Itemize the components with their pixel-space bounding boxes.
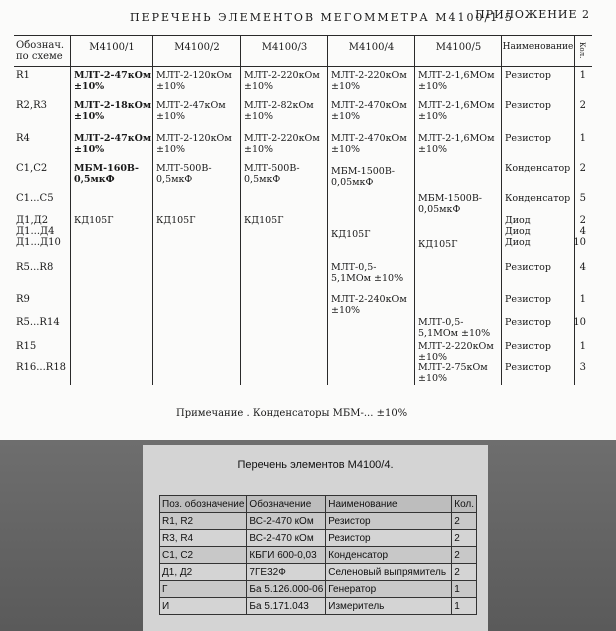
column-header: Поз. обозначение [160, 496, 247, 513]
table-top-rule [14, 35, 592, 36]
row-value: МЛТ-2-220кОм ±10% [418, 341, 494, 363]
appendix-label: ПРИЛОЖЕНИЕ 2 [475, 8, 590, 21]
header-m4100-1: М4100/1 [89, 42, 135, 53]
row-value: МЛТ-2-1,6МОм ±10% [418, 70, 495, 92]
column-divider [574, 35, 575, 385]
row-name: Резистор [505, 362, 551, 373]
row-value: КД105Г [156, 215, 196, 226]
row-value: МБМ-1500В- 0,05мкФ [418, 193, 483, 215]
column-header: Кол. [452, 496, 477, 513]
cell-position: R3, R4 [160, 530, 247, 547]
row-value: МЛТ-2-75кОм ±10% [418, 362, 488, 384]
column-divider [240, 35, 241, 385]
elements-table [159, 495, 477, 615]
row-value: КД105Г [244, 215, 284, 226]
row-qty: 10 [573, 317, 586, 328]
elements-card [143, 445, 488, 631]
column-divider [70, 35, 71, 385]
row-value: МЛТ-2-82кОм ±10% [244, 100, 314, 122]
cell-name: Конденсатор [326, 547, 452, 564]
table-header-rule [14, 66, 592, 67]
row-value: МЛТ-2-18кОм ±10% [74, 100, 152, 122]
table-row [160, 547, 477, 564]
cell-position: Д1, Д2 [160, 564, 247, 581]
row-designation: R5...R14 [16, 317, 60, 328]
table-row [160, 581, 477, 598]
row-value: МЛТ-0,5- 5,1МОм ±10% [331, 262, 404, 284]
row-qty: 1 [579, 294, 586, 305]
column-divider [414, 35, 415, 385]
row-designation: C1...C5 [16, 193, 54, 204]
cell-qty: 2 [452, 530, 477, 547]
card-title: Перечень элементов М4100/4. [237, 459, 394, 471]
row-value: МЛТ-2-47кОм ±10% [74, 70, 152, 92]
row-name: Резистор [505, 317, 551, 328]
row-designation: R4 [16, 133, 30, 144]
cell-qty: 2 [452, 564, 477, 581]
table-row [160, 564, 477, 581]
row-designation: R16...R18 [16, 362, 67, 373]
row-value: МЛТ-500В- 0,5мкФ [156, 163, 212, 185]
row-designation: R9 [16, 294, 30, 305]
cell-designation: ВС-2-470 кОм [247, 530, 326, 547]
row-designation: Д1,Д2 Д1...Д4 Д1...Д10 [16, 215, 61, 248]
row-value: МБМ-160В- 0,5мкФ [74, 163, 139, 185]
document-note: Примечание . Конденсаторы МБМ-... ±10% [176, 408, 408, 419]
row-qty: 2 [579, 100, 586, 111]
column-divider [327, 35, 328, 385]
row-value: МЛТ-2-120кОм ±10% [156, 133, 232, 155]
row-value: МБМ-1500В- 0,05мкФ [331, 166, 396, 188]
row-value: КД105Г [74, 215, 114, 226]
cell-qty: 1 [452, 581, 477, 598]
cell-position: R1, R2 [160, 513, 247, 530]
cell-designation: ВС-2-470 кОм [247, 513, 326, 530]
row-name: Резистор [505, 133, 551, 144]
cell-qty: 2 [452, 547, 477, 564]
row-value: МЛТ-500В- 0,5мкФ [244, 163, 300, 185]
row-value: МЛТ-2-1,6МОм ±10% [418, 100, 495, 122]
row-value: МЛТ-2-47кОм ±10% [74, 133, 152, 155]
row-qty: 1 [579, 70, 586, 81]
cell-name: Измеритель [326, 598, 452, 615]
row-designation: C1,C2 [16, 163, 48, 174]
cell-position: C1, C2 [160, 547, 247, 564]
row-qty: 4 [579, 262, 586, 273]
row-qty: 5 [579, 193, 586, 204]
table-header-row [160, 496, 477, 513]
row-value: МЛТ-2-47кОм ±10% [156, 100, 226, 122]
column-header: Наименование [326, 496, 452, 513]
cell-designation: Ба 5.171.043 [247, 598, 326, 615]
column-divider [501, 35, 502, 385]
row-designation: R1 [16, 70, 30, 81]
cell-name: Резистор [326, 530, 452, 547]
cell-position: Г [160, 581, 247, 598]
header-m4100-5: М4100/5 [435, 42, 482, 53]
cell-designation: 7ГЕ32Ф [247, 564, 326, 581]
row-value: МЛТ-2-470кОм ±10% [331, 133, 407, 155]
row-name: Диод Диод Диод [505, 215, 531, 248]
row-name: Резистор [505, 341, 551, 352]
row-name: Резистор [505, 100, 551, 111]
row-value: МЛТ-2-220кОм ±10% [244, 133, 320, 155]
row-designation: R15 [16, 341, 37, 352]
row-name: Конденсатор [505, 163, 571, 174]
document-title: ПЕРЕЧЕНЬ ЭЛЕМЕНТОВ МЕГОММЕТРА М4100/1-5 [130, 11, 514, 24]
header-designation: Обознач. по схеме [16, 40, 65, 62]
table-row [160, 513, 477, 530]
cell-designation: КБГИ 600-0,03 [247, 547, 326, 564]
header-name: Наименование [502, 42, 574, 52]
column-divider [152, 35, 153, 385]
cell-qty: 2 [452, 513, 477, 530]
table-row [160, 598, 477, 615]
cell-name: Резистор [326, 513, 452, 530]
cell-qty: 1 [452, 598, 477, 615]
row-value: МЛТ-2-220кОм ±10% [244, 70, 320, 92]
row-value: МЛТ-2-220кОм ±10% [331, 70, 407, 92]
row-designation: R2,R3 [16, 100, 47, 111]
row-qty: 2 4 10 [573, 215, 586, 248]
cell-designation: Ба 5.126.000-06 [247, 581, 326, 598]
row-value: МЛТ-2-470кОм ±10% [331, 100, 407, 122]
cell-name: Генератор [326, 581, 452, 598]
row-name: Конденсатор [505, 193, 571, 204]
table-row [160, 530, 477, 547]
row-qty: 1 [579, 341, 586, 352]
row-value: МЛТ-2-120кОм ±10% [156, 70, 232, 92]
header-qty: Кол. [578, 42, 586, 59]
header-m4100-4: М4100/4 [348, 42, 395, 53]
row-value: МЛТ-2-1,6МОм ±10% [418, 133, 495, 155]
column-header: Обозначение [247, 496, 326, 513]
row-name: Резистор [505, 294, 551, 305]
row-value: КД105Г [418, 239, 458, 250]
row-qty: 1 [579, 133, 586, 144]
header-m4100-2: М4100/2 [174, 42, 220, 53]
row-value: КД105Г [331, 229, 371, 240]
row-name: Резистор [505, 262, 551, 273]
row-value: МЛТ-2-240кОм ±10% [331, 294, 407, 316]
row-designation: R5...R8 [16, 262, 54, 273]
row-qty: 2 [579, 163, 586, 174]
header-m4100-3: М4100/3 [261, 42, 308, 53]
row-qty: 3 [579, 362, 586, 373]
cell-name: Селеновый выпрямитель [326, 564, 452, 581]
row-name: Резистор [505, 70, 551, 81]
row-value: МЛТ-0,5- 5,1МОм ±10% [418, 317, 491, 339]
cell-position: И [160, 598, 247, 615]
